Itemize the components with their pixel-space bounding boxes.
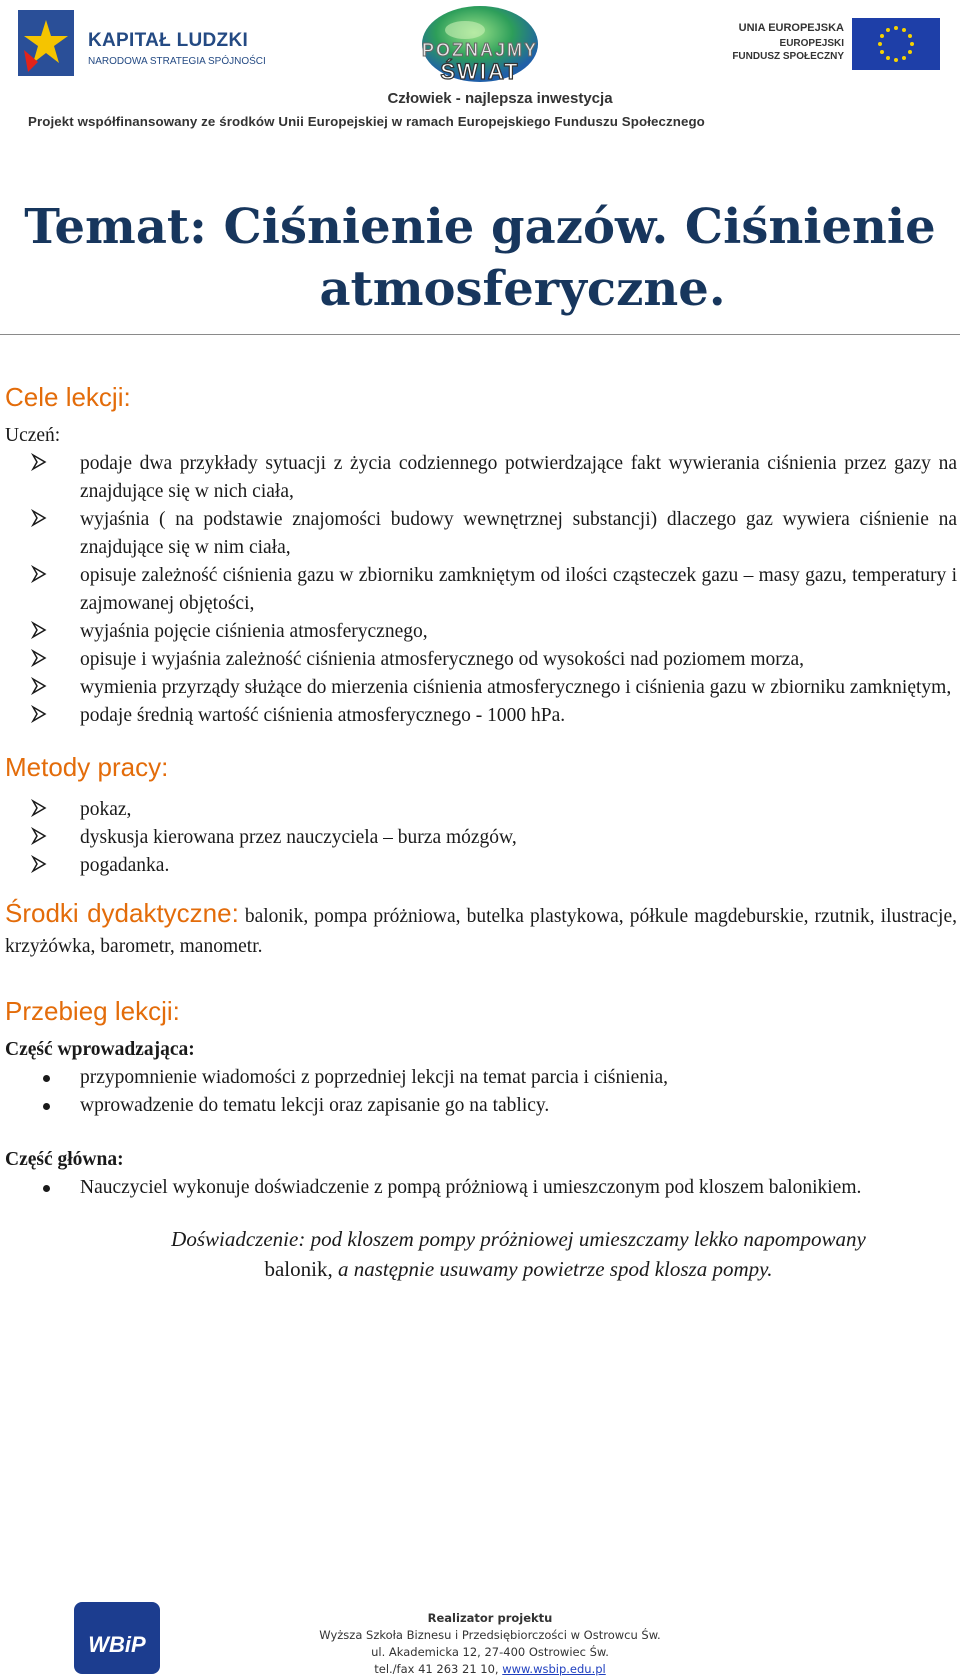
wsbip-logo-text: WBiP bbox=[88, 1632, 146, 1657]
przebieg-heading: Przebieg lekcji: bbox=[5, 996, 180, 1026]
list-item: podaje dwa przykłady sytuacji z życia codziennego potwierdzające fakt wywierania ciśnienia przez gazy na znajdujące się w nich ciała, bbox=[5, 450, 957, 506]
main-list bbox=[5, 1174, 957, 1202]
list-item: opisuje zależność ciśnienia gazu w zbiorniku zamkniętym od ilości cząsteczek gazu – masy gazu, temperatury i zajmowanej objętości, bbox=[5, 562, 957, 618]
wsbip-logo bbox=[74, 1602, 160, 1674]
intro-list bbox=[5, 1064, 957, 1120]
footer-realizator: Realizator projektu bbox=[427, 1611, 553, 1625]
header-motto: Człowiek - najlepsza inwestycja bbox=[387, 90, 613, 107]
arrow-bullet-icon bbox=[30, 705, 48, 723]
srodki-text: balonik, pompa próżniowa, butelka plastykowa, półkule magdeburskie, rzutnik, ilustracje, krzyżówka, barometr, manometr. bbox=[5, 906, 958, 957]
list-item: wyjaśnia ( na podstawie znajomości budowy wewnętrznej substancji) dlaczego gaz wywiera ciśnienie na znajdujące się w nim ciała, bbox=[5, 506, 957, 562]
list-item: opisuje i wyjaśnia zależność ciśnienia atmosferycznego od wysokości nad poziomem morza, bbox=[5, 646, 957, 674]
list-item: podaje średnią wartość ciśnienia atmosferycznego - 1000 hPa. bbox=[5, 702, 957, 730]
arrow-bullet-icon bbox=[30, 827, 48, 845]
footer-website-link[interactable]: www.wsbip.edu.pl bbox=[502, 1662, 606, 1676]
experiment-description bbox=[5, 1224, 957, 1284]
eu-efs-logo bbox=[690, 14, 940, 74]
arrow-bullet-icon bbox=[30, 677, 48, 695]
list-item: wymienia przyrządy służące do mierzenia ciśnienia atmosferycznego i ciśnienia gazu w zbiorniku zamkniętym, bbox=[5, 674, 957, 702]
arrow-bullet-icon bbox=[30, 509, 48, 527]
srodki-heading: Środki dydaktyczne: bbox=[5, 898, 239, 928]
arrow-bullet-icon bbox=[30, 453, 48, 471]
footer-info bbox=[300, 1610, 680, 1678]
arrow-bullet-icon bbox=[30, 855, 48, 873]
intro-subheading: Część wprowadzająca: bbox=[5, 1039, 195, 1060]
cele-list bbox=[5, 450, 957, 730]
list-item: wprowadzenie do tematu lekcji oraz zapisanie go na tablicy. bbox=[5, 1092, 957, 1120]
metody-list bbox=[5, 796, 957, 880]
experiment-text-b: balonik, bbox=[264, 1257, 333, 1281]
list-item: Nauczyciel wykonuje doświadczenie z pompą próżniową i umieszczonym pod kloszem balonikiem. bbox=[5, 1174, 957, 1202]
footer-address: ul. Akademicka 12, 27-400 Ostrowiec Św. bbox=[371, 1645, 609, 1659]
title-line2: atmosferyczne. bbox=[319, 261, 726, 317]
title-divider bbox=[0, 334, 960, 335]
footer-contact bbox=[300, 1661, 680, 1678]
metody-heading: Metody pracy: bbox=[5, 752, 169, 782]
list-item: pokaz, bbox=[5, 796, 957, 824]
footer-phone: tel./fax 41 263 21 10, bbox=[374, 1662, 499, 1676]
arrow-bullet-icon bbox=[30, 565, 48, 583]
cofinanced-note: Projekt współfinansowany ze środków Unii Europejskiej w ramach Europejskiego Funduszu Społecznego bbox=[28, 114, 705, 129]
list-item: pogadanka. bbox=[5, 852, 957, 880]
bullet-dot-icon bbox=[43, 1103, 50, 1110]
experiment-text-a: Doświadczenie: pod kloszem pompy próżniowej umieszczamy lekko napompowany bbox=[171, 1227, 866, 1251]
eu-line1: UNIA EUROPEJSKA bbox=[738, 22, 844, 34]
page-header bbox=[0, 0, 960, 135]
title-line1: Temat: Ciśnienie gazów. Ciśnienie bbox=[24, 199, 936, 255]
swiat-text: ŚWIAT bbox=[440, 59, 520, 84]
eu-line3: FUNDUSZ SPOŁECZNY bbox=[732, 51, 844, 62]
kapital-ludzki-logo bbox=[18, 10, 298, 82]
kapital-ludzki-title: KAPITAŁ LUDZKI bbox=[88, 30, 249, 51]
cele-intro: Uczeń: bbox=[5, 425, 61, 446]
cele-heading: Cele lekcji: bbox=[5, 382, 131, 412]
kapital-ludzki-subtitle: NARODOWA STRATEGIA SPÓJNOŚCI bbox=[88, 56, 266, 67]
arrow-bullet-icon bbox=[30, 649, 48, 667]
list-item: dyskusja kierowana przez nauczyciela – burza mózgów, bbox=[5, 824, 957, 852]
experiment-text-c: a następnie usuwamy powietrze spod klosza pompy. bbox=[337, 1257, 773, 1281]
eu-flag-icon bbox=[852, 18, 940, 70]
page-title bbox=[0, 196, 960, 320]
poznajmy-text: POZNAJMY bbox=[421, 40, 538, 60]
arrow-bullet-icon bbox=[30, 621, 48, 639]
srodki-paragraph bbox=[5, 898, 957, 962]
poznajmy-swiat-logo bbox=[395, 4, 565, 84]
list-item: przypomnienie wiadomości z poprzedniej lekcji na temat parcia i ciśnienia, bbox=[5, 1064, 957, 1092]
eu-line2: EUROPEJSKI bbox=[779, 38, 844, 49]
lesson-content bbox=[5, 380, 957, 1305]
main-subheading: Część główna: bbox=[5, 1149, 124, 1170]
list-item: wyjaśnia pojęcie ciśnienia atmosferycznego, bbox=[5, 618, 957, 646]
arrow-bullet-icon bbox=[30, 799, 48, 817]
footer-school: Wyższa Szkoła Biznesu i Przedsiębiorczości w Ostrowcu Św. bbox=[319, 1628, 661, 1642]
page-footer bbox=[0, 1590, 960, 1678]
kapital-ludzki-star-icon bbox=[18, 10, 74, 76]
bullet-dot-icon bbox=[43, 1185, 50, 1192]
bullet-dot-icon bbox=[43, 1075, 50, 1082]
